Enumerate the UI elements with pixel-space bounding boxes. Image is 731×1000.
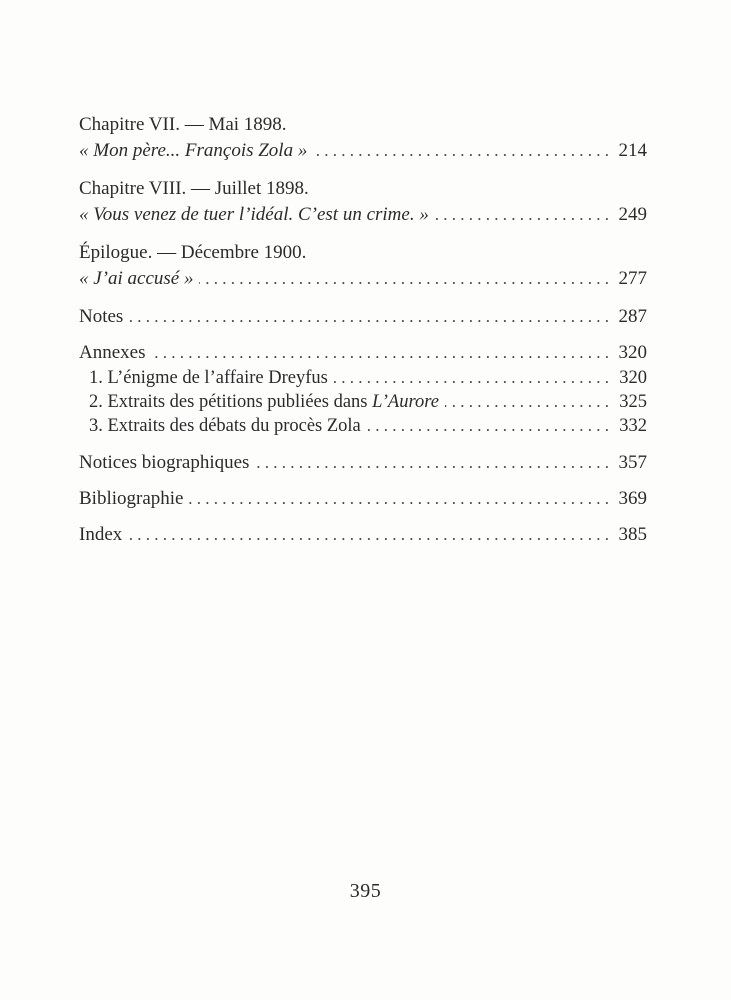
page-number: 385 <box>618 524 647 545</box>
dot-leader <box>334 366 609 389</box>
dot-leader <box>313 138 609 164</box>
dot-leader <box>367 414 609 437</box>
page-number: 249 <box>618 204 647 225</box>
annex-item-2 <box>79 390 647 414</box>
dot-leader <box>435 202 609 228</box>
annex-label <box>89 391 439 414</box>
toc-entry-annexes <box>79 340 647 438</box>
toc-row-index <box>79 522 647 548</box>
page-number: 277 <box>618 268 647 289</box>
annex-label-prefix: 2. Extraits des pétitions publiées dans <box>89 392 368 412</box>
page-number: 320 <box>618 342 647 363</box>
page-number: 320 <box>619 368 647 388</box>
annex-item-1 <box>79 366 647 390</box>
dot-leader <box>151 340 609 366</box>
toc-entry-epilogue <box>79 240 647 292</box>
dot-leader <box>199 266 609 292</box>
toc-row-notices <box>79 450 647 476</box>
entry-label: Notes <box>79 306 124 327</box>
page-folio-number: 395 <box>349 880 382 902</box>
entry-label: Annexes <box>79 342 146 363</box>
chapter-title: Chapitre VIII. — Juillet 1898. <box>79 178 309 199</box>
toc-entry-index <box>79 522 647 548</box>
toc-entry-notes <box>79 304 647 330</box>
entry-label: Notices biographiques <box>79 452 250 473</box>
page-number: 325 <box>619 392 647 412</box>
entry-label: Index <box>79 524 123 545</box>
toc-entry-bibliographie <box>79 486 647 512</box>
dot-leader <box>128 522 609 548</box>
page-number: 369 <box>618 488 647 509</box>
annex-label: 3. Extraits des débats du procès Zola <box>89 416 361 436</box>
chapter-title: Chapitre VII. — Mai 1898. <box>79 114 287 135</box>
chapter-subtitle-row <box>79 266 647 292</box>
chapter-subtitle: « Mon père... François Zola » <box>79 140 308 161</box>
chapter-subtitle: « J’ai accusé » <box>79 268 194 289</box>
annex-label: 1. L’énigme de l’affaire Dreyfus <box>89 368 328 388</box>
dot-leader <box>445 390 609 413</box>
page-number: 332 <box>619 416 647 436</box>
page-number: 214 <box>618 140 647 161</box>
annex-item-3 <box>79 414 647 438</box>
dot-leader <box>189 486 609 512</box>
entry-label: Bibliographie <box>79 488 184 509</box>
toc-entry-chapter-8 <box>79 176 647 228</box>
chapter-subtitle-row <box>79 202 647 228</box>
toc-row-bibliographie <box>79 486 647 512</box>
page-number: 357 <box>618 452 647 473</box>
chapter-subtitle-row <box>79 138 647 164</box>
dot-leader <box>129 304 609 330</box>
toc-row-notes <box>79 304 647 330</box>
page-number: 287 <box>618 306 647 327</box>
table-of-contents <box>79 112 647 558</box>
dot-leader <box>255 450 609 476</box>
toc-row-annexes <box>79 340 647 366</box>
chapter-subtitle: « Vous venez de tuer l’idéal. C’est un crime. » <box>79 204 429 225</box>
toc-entry-chapter-7 <box>79 112 647 164</box>
chapter-title: Épilogue. — Décembre 1900. <box>79 242 307 263</box>
newspaper-title: L’Aurore <box>372 392 439 412</box>
toc-entry-notices <box>79 450 647 476</box>
